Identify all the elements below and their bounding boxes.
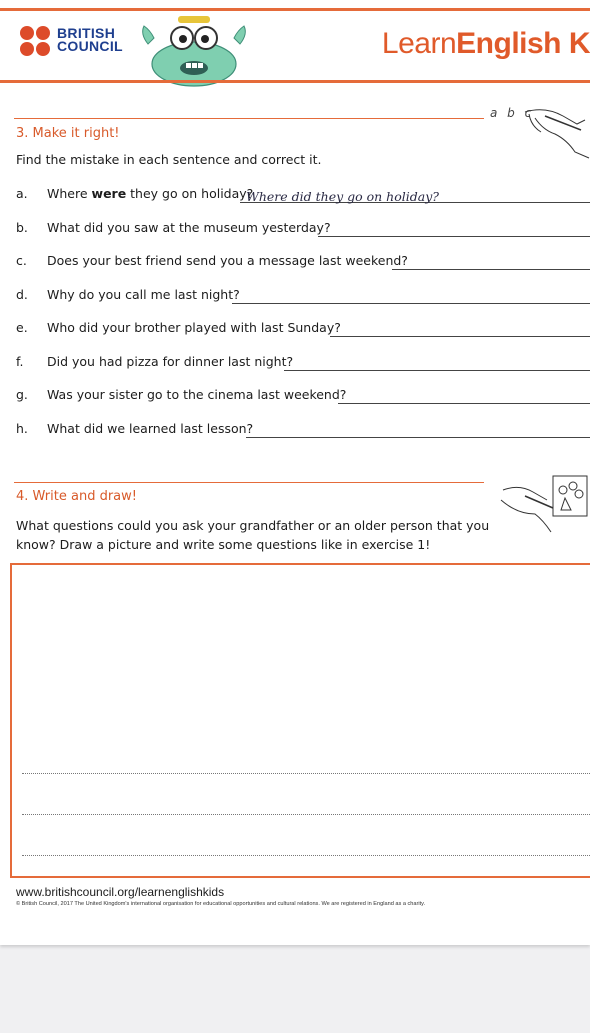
exercise-item — [16, 253, 590, 273]
item-sentence — [47, 387, 346, 402]
exercise-item — [16, 320, 590, 340]
writing-line[interactable] — [22, 773, 590, 774]
item-letter: a. — [16, 186, 28, 201]
sentence-text: Did you had pizza for dinner last night? — [47, 353, 294, 369]
item-letter: e. — [16, 320, 28, 335]
answer-line[interactable] — [330, 322, 590, 337]
sentence-text: What did we learned last lesson? — [47, 420, 254, 436]
item-letter: f. — [16, 353, 24, 369]
writing-line[interactable] — [22, 855, 590, 856]
sentence-text: Where — [47, 186, 92, 201]
highlighted-mistake: were — [91, 186, 127, 201]
item-sentence — [47, 186, 253, 201]
header-divider — [0, 80, 590, 83]
sentence-text: Why do you call me last night? — [47, 286, 240, 302]
sentence-text: they go on holiday? — [126, 186, 254, 201]
answer-line[interactable] — [232, 289, 590, 304]
answer-line[interactable] — [338, 389, 590, 404]
sentence-text: Was your sister go to the cinema last weekend? — [47, 387, 347, 402]
answer-line[interactable] — [284, 356, 590, 371]
bc-dots-icon — [20, 26, 52, 58]
exercise-item — [16, 387, 590, 407]
item-sentence — [47, 320, 341, 335]
exercise-item — [16, 354, 590, 374]
exercise-item — [16, 186, 590, 206]
item-sentence — [47, 253, 408, 268]
handwritten-answer: Where did they go on holiday? — [246, 189, 439, 204]
answer-line[interactable] — [240, 188, 590, 203]
section4-title: 4. Write and draw! — [16, 489, 137, 504]
item-letter: b. — [16, 219, 28, 235]
exercise-item — [16, 220, 590, 240]
answer-line[interactable] — [392, 255, 590, 270]
section4-instruction-line1: What questions could you ask your grandfather or an older person that you — [16, 518, 490, 533]
exercise-item — [16, 287, 590, 307]
writing-line[interactable] — [22, 814, 590, 815]
footer-url: www.britishcouncil.org/learnenglishkids — [16, 885, 225, 899]
bc-logo-line1: BRITISH — [57, 25, 116, 41]
section4-instruction-line2: know? Draw a picture and write some questions like in exercise 1! — [16, 537, 431, 552]
item-letter: d. — [16, 286, 28, 302]
exercise-item — [16, 421, 590, 441]
item-sentence — [47, 421, 253, 436]
drawing-hand-icon — [495, 470, 590, 540]
section4-rule — [14, 482, 484, 483]
learnenglish-kids-logo: LearnEnglish K — [381, 27, 590, 60]
item-sentence — [47, 287, 240, 302]
answer-line[interactable] — [246, 423, 590, 438]
sentence-text: Does your best friend send you a message last weekend? — [47, 253, 408, 268]
top-border — [0, 8, 590, 11]
sentence-text: Who did your brother played with last Sunday? — [47, 320, 341, 335]
section3-rule — [14, 118, 484, 119]
item-letter: h. — [16, 420, 28, 436]
bc-logo-line2: COUNCIL — [57, 38, 123, 54]
item-letter: c. — [16, 253, 27, 268]
writing-hand-icon — [515, 104, 590, 160]
item-sentence — [47, 220, 331, 235]
abc-label: a b c — [490, 106, 535, 120]
sentence-text: What did you saw at the museum yesterday? — [47, 219, 331, 235]
item-letter: g. — [16, 387, 28, 402]
section3-title: 3. Make it right! — [16, 126, 120, 141]
answer-line[interactable] — [318, 222, 590, 237]
monster-mascot-icon — [138, 14, 250, 88]
footer-copyright: © British Council, 2017 The United Kingdom's international organisation for educational opportunities and cultural relations. We are registered in England as a charity. — [16, 901, 426, 907]
drawing-box[interactable] — [10, 563, 590, 878]
section3-instruction: Find the mistake in each sentence and correct it. — [16, 152, 322, 167]
item-sentence — [47, 354, 293, 369]
